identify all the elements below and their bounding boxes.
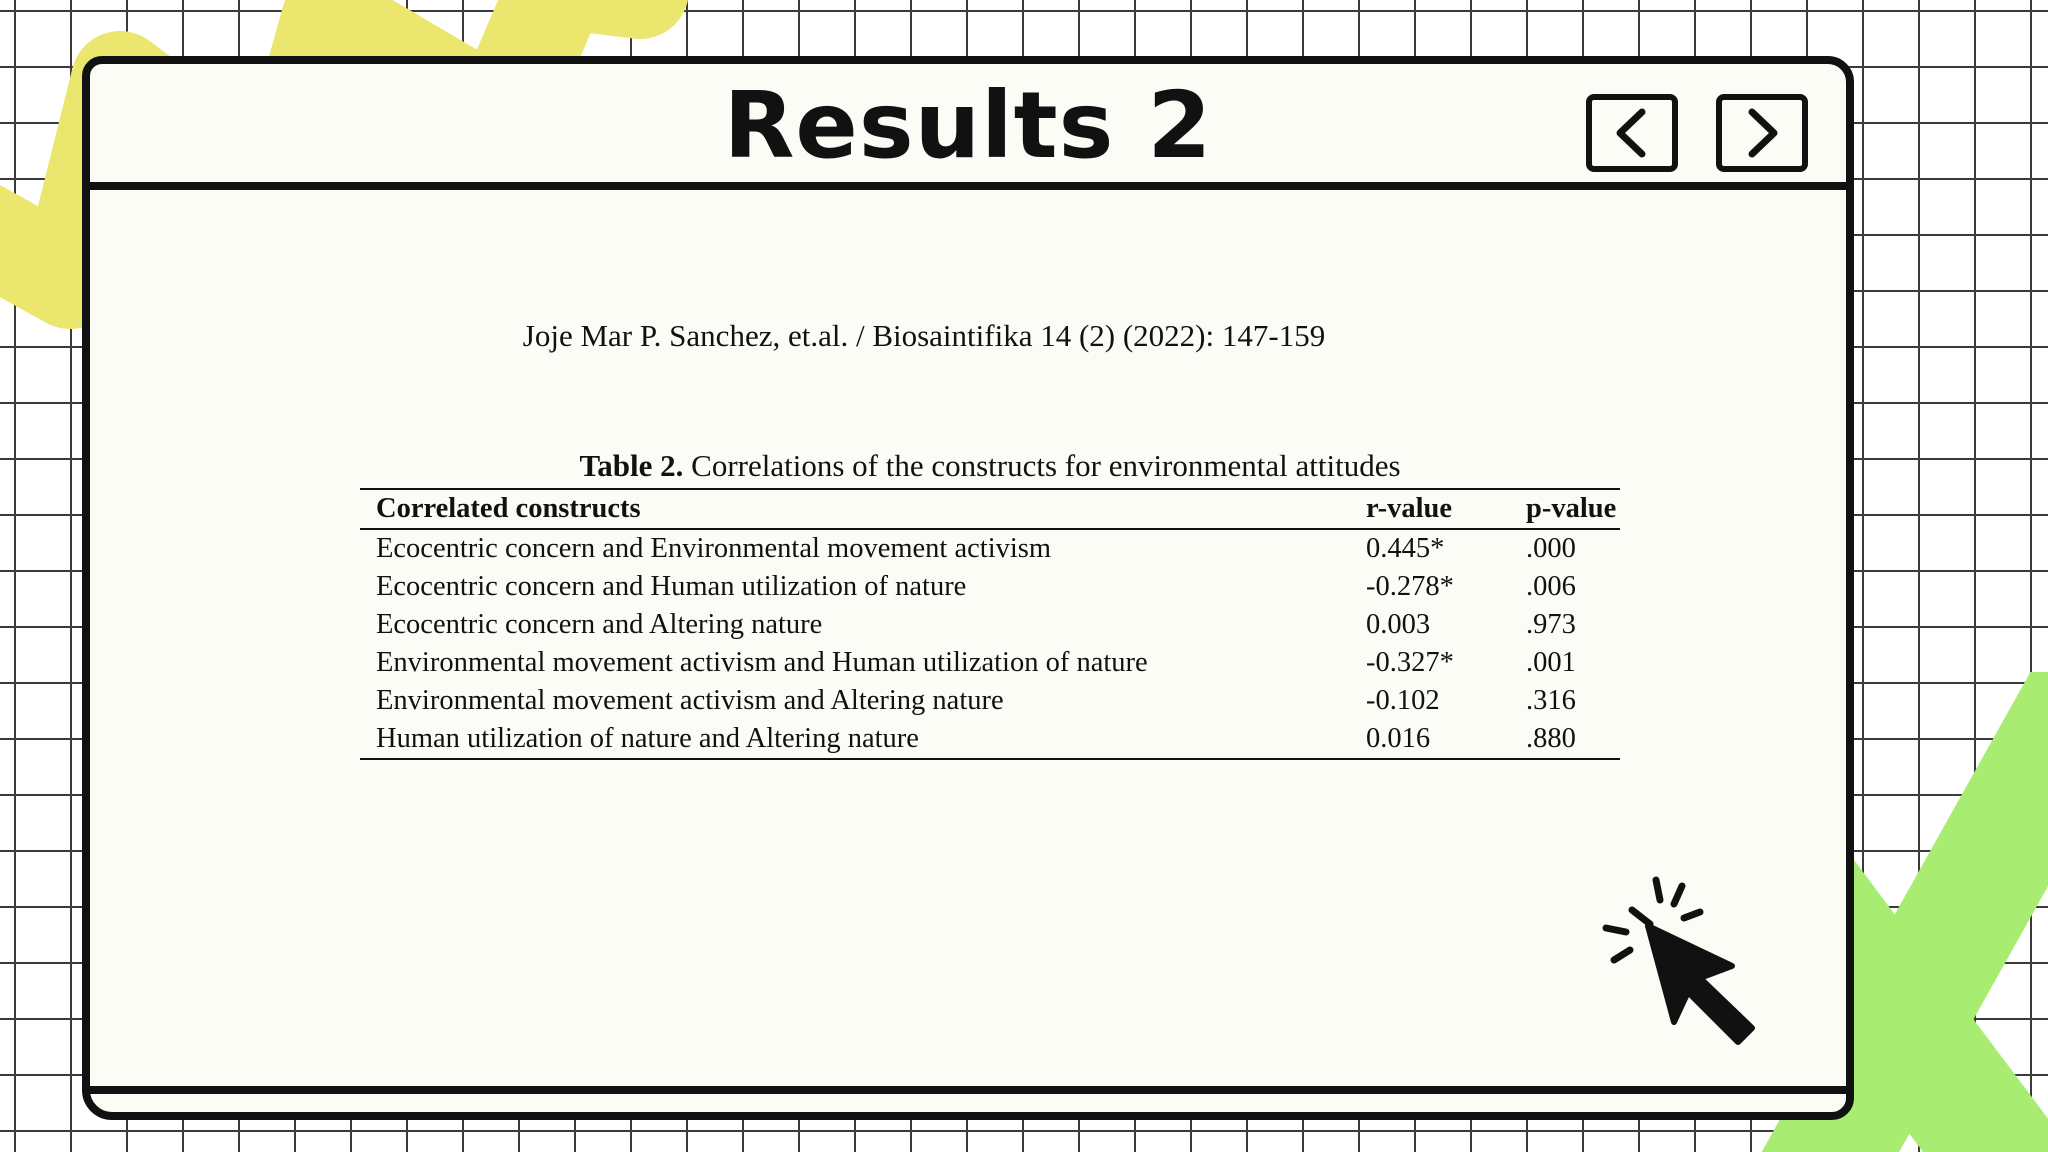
p-value-cell: .880 (1526, 723, 1576, 754)
r-value-cell: 0.016 (1366, 723, 1431, 754)
previous-button[interactable] (1586, 94, 1678, 172)
table-row (360, 720, 1620, 759)
table-caption (360, 448, 1620, 484)
p-value-cell: .001 (1526, 647, 1576, 678)
table-row (360, 529, 1620, 568)
chevron-left-icon (1612, 108, 1652, 158)
construct-cell: Ecocentric concern and Environmental movement activism (376, 533, 1052, 564)
header-p-value: p-value (1526, 493, 1617, 524)
citation-text: Joje Mar P. Sanchez, et.al. / Biosaintifika 14 (2) (2022): 147-159 (522, 318, 1326, 353)
p-value-cell: .316 (1526, 685, 1576, 716)
title-bar-divider (90, 182, 1846, 190)
p-value-cell: .006 (1526, 571, 1576, 602)
bottom-bar-divider (90, 1086, 1846, 1094)
chevron-right-icon (1742, 108, 1782, 158)
r-value-cell: 0.445* (1366, 533, 1445, 564)
r-value-cell: -0.327* (1366, 647, 1454, 678)
table-row (360, 568, 1620, 606)
construct-cell: Environmental movement activism and Altering nature (376, 685, 1004, 716)
r-value-cell: -0.102 (1366, 685, 1440, 716)
construct-cell: Environmental movement activism and Human utilization of nature (376, 647, 1148, 678)
table-row (360, 606, 1620, 644)
p-value-cell: .973 (1526, 609, 1576, 640)
construct-cell: Ecocentric concern and Human utilization of nature (376, 571, 967, 602)
construct-cell: Ecocentric concern and Altering nature (376, 609, 823, 640)
correlation-table (360, 488, 1620, 760)
r-value-cell: -0.278* (1366, 571, 1454, 602)
construct-cell: Human utilization of nature and Altering nature (376, 723, 919, 754)
table-row (360, 682, 1620, 720)
r-value-cell: 0.003 (1366, 609, 1431, 640)
table-row (360, 644, 1620, 682)
table-header-row (360, 489, 1620, 529)
page-title: Results 2 (723, 72, 1213, 179)
table-caption-label: Table 2. (579, 448, 684, 483)
next-button[interactable] (1716, 94, 1808, 172)
p-value-cell: .000 (1526, 533, 1576, 564)
header-r-value: r-value (1366, 493, 1453, 524)
header-correlated-constructs: Correlated constructs (376, 493, 641, 524)
table-caption-text: Correlations of the constructs for environmental attitudes (683, 448, 1401, 483)
